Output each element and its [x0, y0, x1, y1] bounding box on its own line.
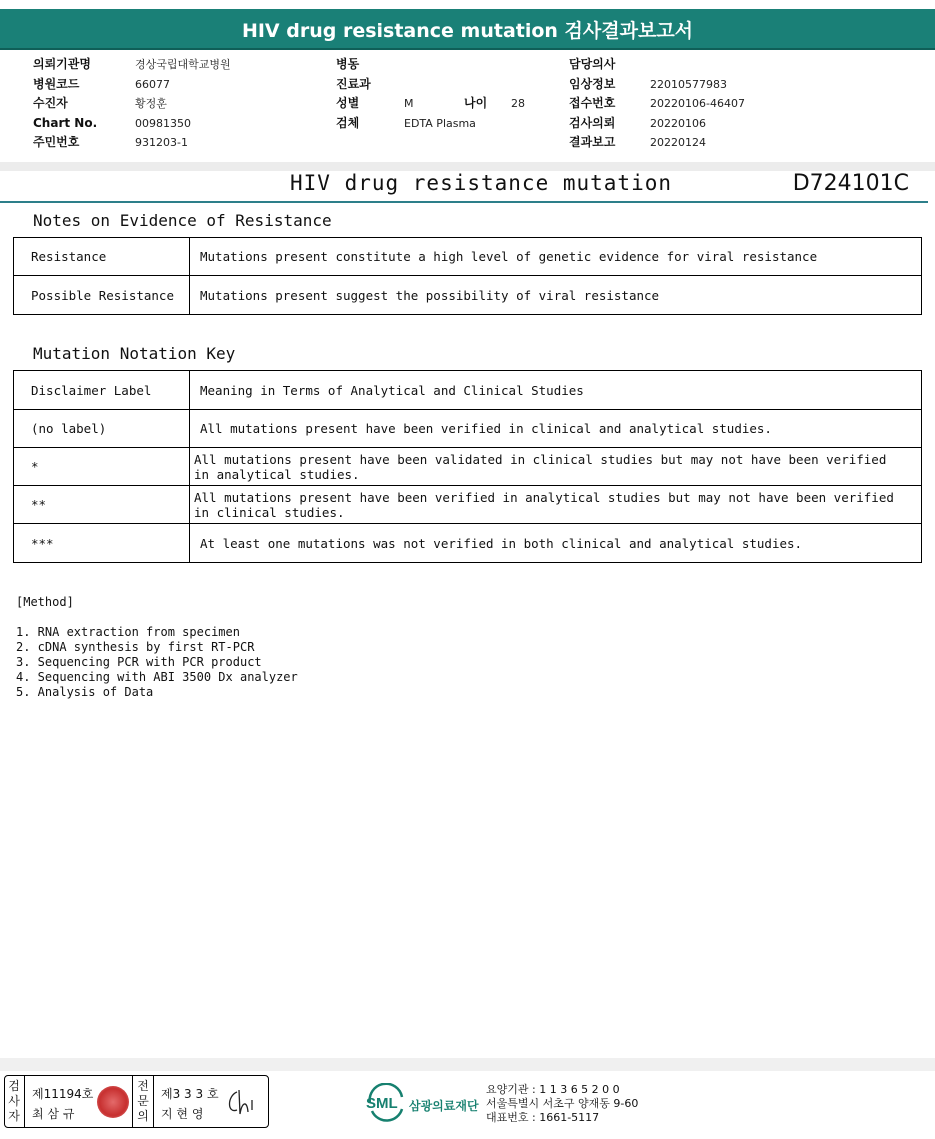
test-code: D724101C: [792, 171, 909, 196]
sml-logo-text: SML: [366, 1095, 398, 1112]
label-chart-no: Chart No.: [33, 115, 98, 130]
method-step: 4. Sequencing with ABI 3500 Dx analyzer: [16, 670, 298, 684]
document-title: HIV drug resistance mutation: [290, 171, 673, 195]
key-label-cell: ***: [14, 524, 190, 563]
organization-name: 삼광의료재단: [409, 1099, 479, 1113]
signature-icon: [225, 1088, 261, 1118]
examiner-label: 검사자: [8, 1079, 20, 1123]
value-specimen: EDTA Plasma: [404, 116, 476, 130]
notes-text-cell: Mutations present suggest the possibility of viral resistance: [190, 276, 922, 315]
notes-table: [13, 237, 922, 315]
notes-label-cell: Possible Resistance: [14, 276, 190, 315]
label-patient: 수진자: [33, 96, 68, 110]
key-label-cell: (no label): [14, 410, 190, 448]
section-separator: [0, 162, 935, 171]
divider: [24, 1076, 25, 1127]
table-row: [14, 410, 922, 448]
value-request-date: 20220106: [650, 116, 706, 130]
value-clinical-info: 22010577983: [650, 77, 727, 91]
header-rule: [0, 48, 935, 50]
table-row: [14, 524, 922, 563]
examiner-license: 제11194호: [32, 1087, 94, 1101]
specialist-license: 제3 3 3 호: [161, 1087, 219, 1101]
examiner-name: 최 삼 규: [32, 1107, 75, 1121]
label-sex: 성별: [336, 96, 360, 110]
notes-text-cell: Mutations present constitute a high level of genetic evidence for viral resistance: [190, 238, 922, 276]
value-chart-no: 00981350: [135, 116, 191, 130]
key-text-cell: All mutations present have been validated in clinical studies but may not have been verified in analytical studies.: [190, 448, 922, 486]
table-header-row: [14, 371, 922, 410]
key-header-text: Meaning in Terms of Analytical and Clinical Studies: [190, 371, 922, 410]
patient-info-col2: [336, 55, 525, 133]
title-rule: [0, 201, 928, 203]
signature-box: [4, 1075, 269, 1128]
report-title: HIV drug resistance mutation 검사결과보고서: [241, 19, 694, 42]
label-receipt-no: 접수번호: [569, 96, 616, 110]
label-resident-no: 주민번호: [33, 135, 80, 149]
key-text-cell: At least one mutations was not verified in both clinical and analytical studies.: [190, 524, 922, 563]
method-heading: [Method]: [16, 595, 74, 609]
key-label-cell: *: [14, 448, 190, 486]
label-request-date: 검사의뢰: [569, 115, 616, 130]
label-institution: 의뢰기관명: [33, 57, 91, 71]
key-text-cell: All mutations present have been verified in clinical and analytical studies.: [190, 410, 922, 448]
report-title-bar: [0, 9, 935, 49]
value-age: 28: [511, 97, 525, 110]
key-heading: Mutation Notation Key: [33, 344, 236, 363]
key-text-cell: All mutations present have been verified in analytical studies but may not have been verified in clinical studies.: [190, 486, 922, 524]
table-row: [14, 486, 922, 524]
label-doctor: 담당의사: [569, 57, 616, 71]
value-report-date: 20220124: [650, 136, 706, 149]
label-department: 진료과: [336, 76, 371, 91]
label-ward: 병동: [336, 57, 360, 71]
notes-label-cell: Resistance: [14, 238, 190, 276]
method-step: 3. Sequencing PCR with PCR product: [16, 655, 262, 669]
value-receipt-no: 20220106-46407: [650, 97, 745, 110]
address-line: 서울특별시 서초구 양재동 9-60: [486, 1097, 639, 1110]
institution-code: 요양기관 : 1 1 3 6 5 2 0 0: [486, 1083, 620, 1096]
key-header-label: Disclaimer Label: [14, 371, 190, 410]
value-institution: 경상국립대학교병원: [135, 58, 231, 71]
seal-stamp-icon: [97, 1086, 129, 1118]
method-step: 1. RNA extraction from specimen: [16, 625, 240, 639]
label-specimen: 검체: [336, 115, 360, 130]
notes-heading: Notes on Evidence of Resistance: [33, 211, 332, 230]
patient-info-col3: [569, 55, 745, 153]
key-label-cell: **: [14, 486, 190, 524]
value-sex: M: [404, 97, 414, 110]
key-table: [13, 370, 922, 563]
patient-info-col1: [33, 55, 231, 153]
label-report-date: 결과보고: [569, 135, 616, 149]
label-hospital-code: 병원코드: [33, 76, 80, 91]
organization-address: [486, 1083, 638, 1125]
value-hospital-code: 66077: [135, 77, 170, 91]
label-age: 나이: [464, 96, 488, 110]
table-row: [14, 448, 922, 486]
table-row: [14, 238, 922, 276]
method-section: [16, 595, 298, 700]
table-row: [14, 276, 922, 315]
label-clinical-info: 임상정보: [569, 76, 616, 91]
divider: [153, 1076, 154, 1127]
method-step: 5. Analysis of Data: [16, 685, 154, 699]
divider: [132, 1076, 133, 1127]
value-resident-no: 931203-1: [135, 136, 188, 149]
value-patient: 황정훈: [135, 97, 167, 110]
sml-logo-icon: [364, 1083, 408, 1123]
specialist-label: 전문의: [137, 1079, 149, 1123]
phone-line: 대표번호 : 1661-5117: [486, 1111, 600, 1124]
method-step: 2. cDNA synthesis by first RT-PCR: [16, 640, 255, 654]
specialist-name: 지 현 영: [161, 1107, 204, 1121]
